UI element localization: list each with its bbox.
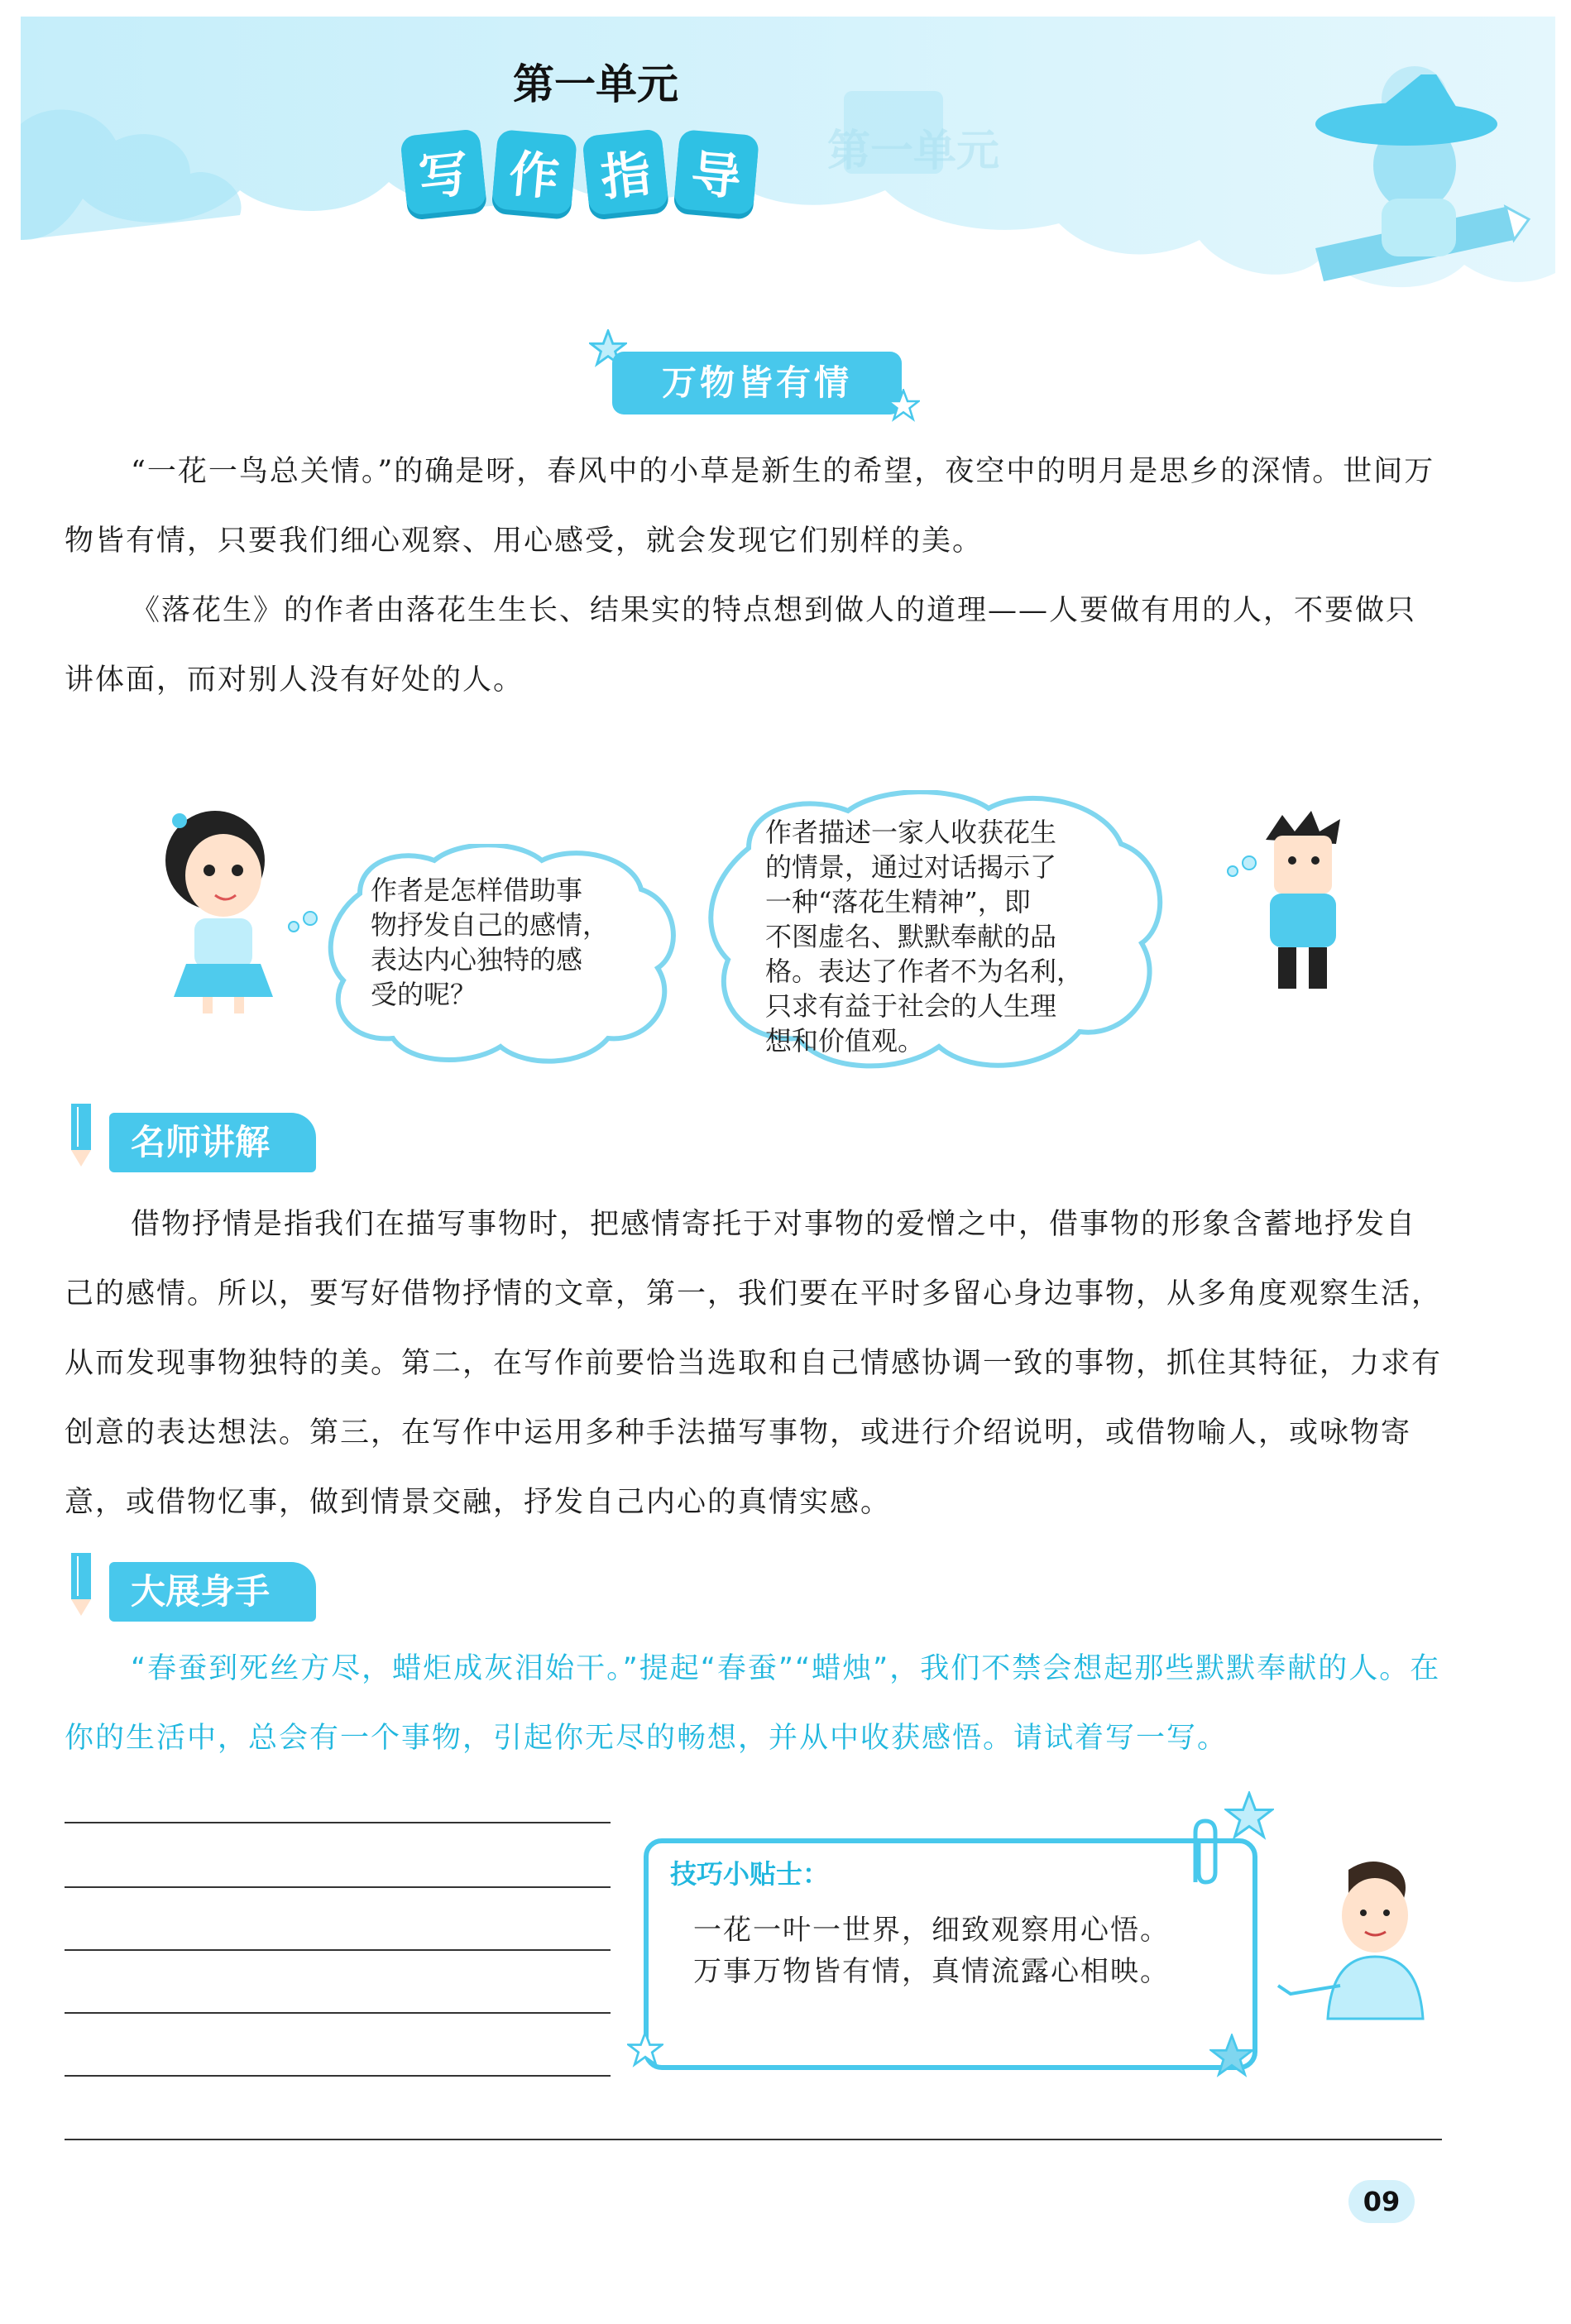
bubble-line: 的情景，通过对话揭示了 bbox=[765, 851, 1057, 883]
writing-guide-title bbox=[404, 132, 756, 212]
girl-bubble-text bbox=[371, 873, 652, 1012]
bubble-line: 格。表达了作者不为名利， bbox=[765, 956, 1084, 987]
unit-title: 第一单元 bbox=[513, 60, 678, 108]
bubble-line: 作者描述一家人收获花生 bbox=[765, 817, 1057, 848]
writing-line[interactable] bbox=[65, 1822, 611, 1823]
boy-bubble-text bbox=[765, 815, 1138, 1058]
witch-girl-illustration bbox=[1299, 74, 1530, 290]
bubble-line: 不图虚名、默默奉献的品 bbox=[765, 921, 1057, 952]
practice-label: 大展身手 bbox=[109, 1562, 316, 1622]
pencil-icon bbox=[65, 1550, 98, 1616]
bubble-line: 物抒发自己的感情， bbox=[371, 909, 610, 941]
paperclip-icon bbox=[1179, 1816, 1229, 1890]
star-icon bbox=[627, 2031, 663, 2068]
boy-illustration bbox=[1216, 807, 1382, 997]
bubble-line: 作者是怎样借助事 bbox=[371, 874, 583, 906]
writing-line[interactable] bbox=[65, 2139, 1442, 2140]
bubble-line: 只求有益于社会的人生理 bbox=[765, 990, 1057, 1022]
intro-paragraph-1: “一花一鸟总关情。”的确是呀，春风中的小草是新生的希望，夜空中的明月是思乡的深情。世间万物皆有情，只要我们细心观察、用心感受，就会发现它们别样的美。 bbox=[65, 455, 1435, 558]
bubble-line: 受的呢？ bbox=[371, 979, 477, 1010]
writing-line[interactable] bbox=[65, 2075, 611, 2077]
writing-line[interactable] bbox=[65, 1886, 611, 1888]
bubble-line: 一种“落花生精神”，即 bbox=[765, 886, 1031, 918]
guide-char: 作 bbox=[491, 129, 577, 215]
topic-heading: 万物皆有情 bbox=[612, 352, 902, 414]
writing-line[interactable] bbox=[65, 2012, 611, 2014]
bubble-line: 想和价值观。 bbox=[765, 1025, 925, 1057]
pointing-boy-illustration bbox=[1257, 1853, 1456, 2027]
tips-line-2: 万事万物皆有情，真情流露心相映。 bbox=[693, 1955, 1170, 1988]
practice-prompt: “春蚕到死丝方尽，蜡炬成灰泪始干。”提起“春蚕”“蜡烛”，我们不禁会想起那些默默奉献的人。在你的生活中，总会有一个事物，引起你无尽的畅想，并从中收获感悟。请试着写一写。 bbox=[65, 1652, 1441, 1755]
teacher-explanation-label: 名师讲解 bbox=[109, 1113, 316, 1172]
writing-line[interactable] bbox=[65, 1949, 611, 1951]
guide-char: 写 bbox=[400, 128, 487, 216]
teacher-explanation-text: 借物抒情是指我们在描写事物时，把感情寄托于对事物的爱憎之中，借事物的形象含蓄地抒发自己的感情。所以，要写好借物抒情的文章，第一，我们要在平时多留心身边事物，从多角度观察生活，从而发现事物独特的美。第二，在写作前要恰当选取和自己情感协调一致的事物，抓住其特征，力求有创意的表达想法。第三，在写作中运用多种手法描写事物，或进行介绍说明，或借物喻人，或咏物寄意，或借物忆事，做到情景交融，抒发自己内心的真情实感。 bbox=[65, 1208, 1443, 1519]
girl-illustration bbox=[137, 803, 327, 1018]
star-icon bbox=[1209, 2034, 1254, 2078]
guide-char: 导 bbox=[673, 129, 759, 215]
star-icon bbox=[1224, 1791, 1274, 1841]
tips-line-1: 一花一叶一世界，细致观察用心悟。 bbox=[693, 1914, 1170, 1947]
star-icon bbox=[887, 389, 920, 422]
pencil-icon bbox=[65, 1100, 98, 1167]
faded-unit-text: 第一单元 bbox=[827, 126, 1000, 176]
bubble-line: 表达内心独特的感 bbox=[371, 944, 583, 975]
intro-paragraph-2: 《落花生》的作者由落花生生长、结果实的特点想到做人的道理——人要做有用的人，不要做只讲体面，而对别人没有好处的人。 bbox=[65, 594, 1417, 697]
tips-title: 技巧小贴士： bbox=[670, 1858, 830, 1890]
guide-char: 指 bbox=[582, 128, 669, 216]
page-number: 09 bbox=[1348, 2180, 1415, 2223]
